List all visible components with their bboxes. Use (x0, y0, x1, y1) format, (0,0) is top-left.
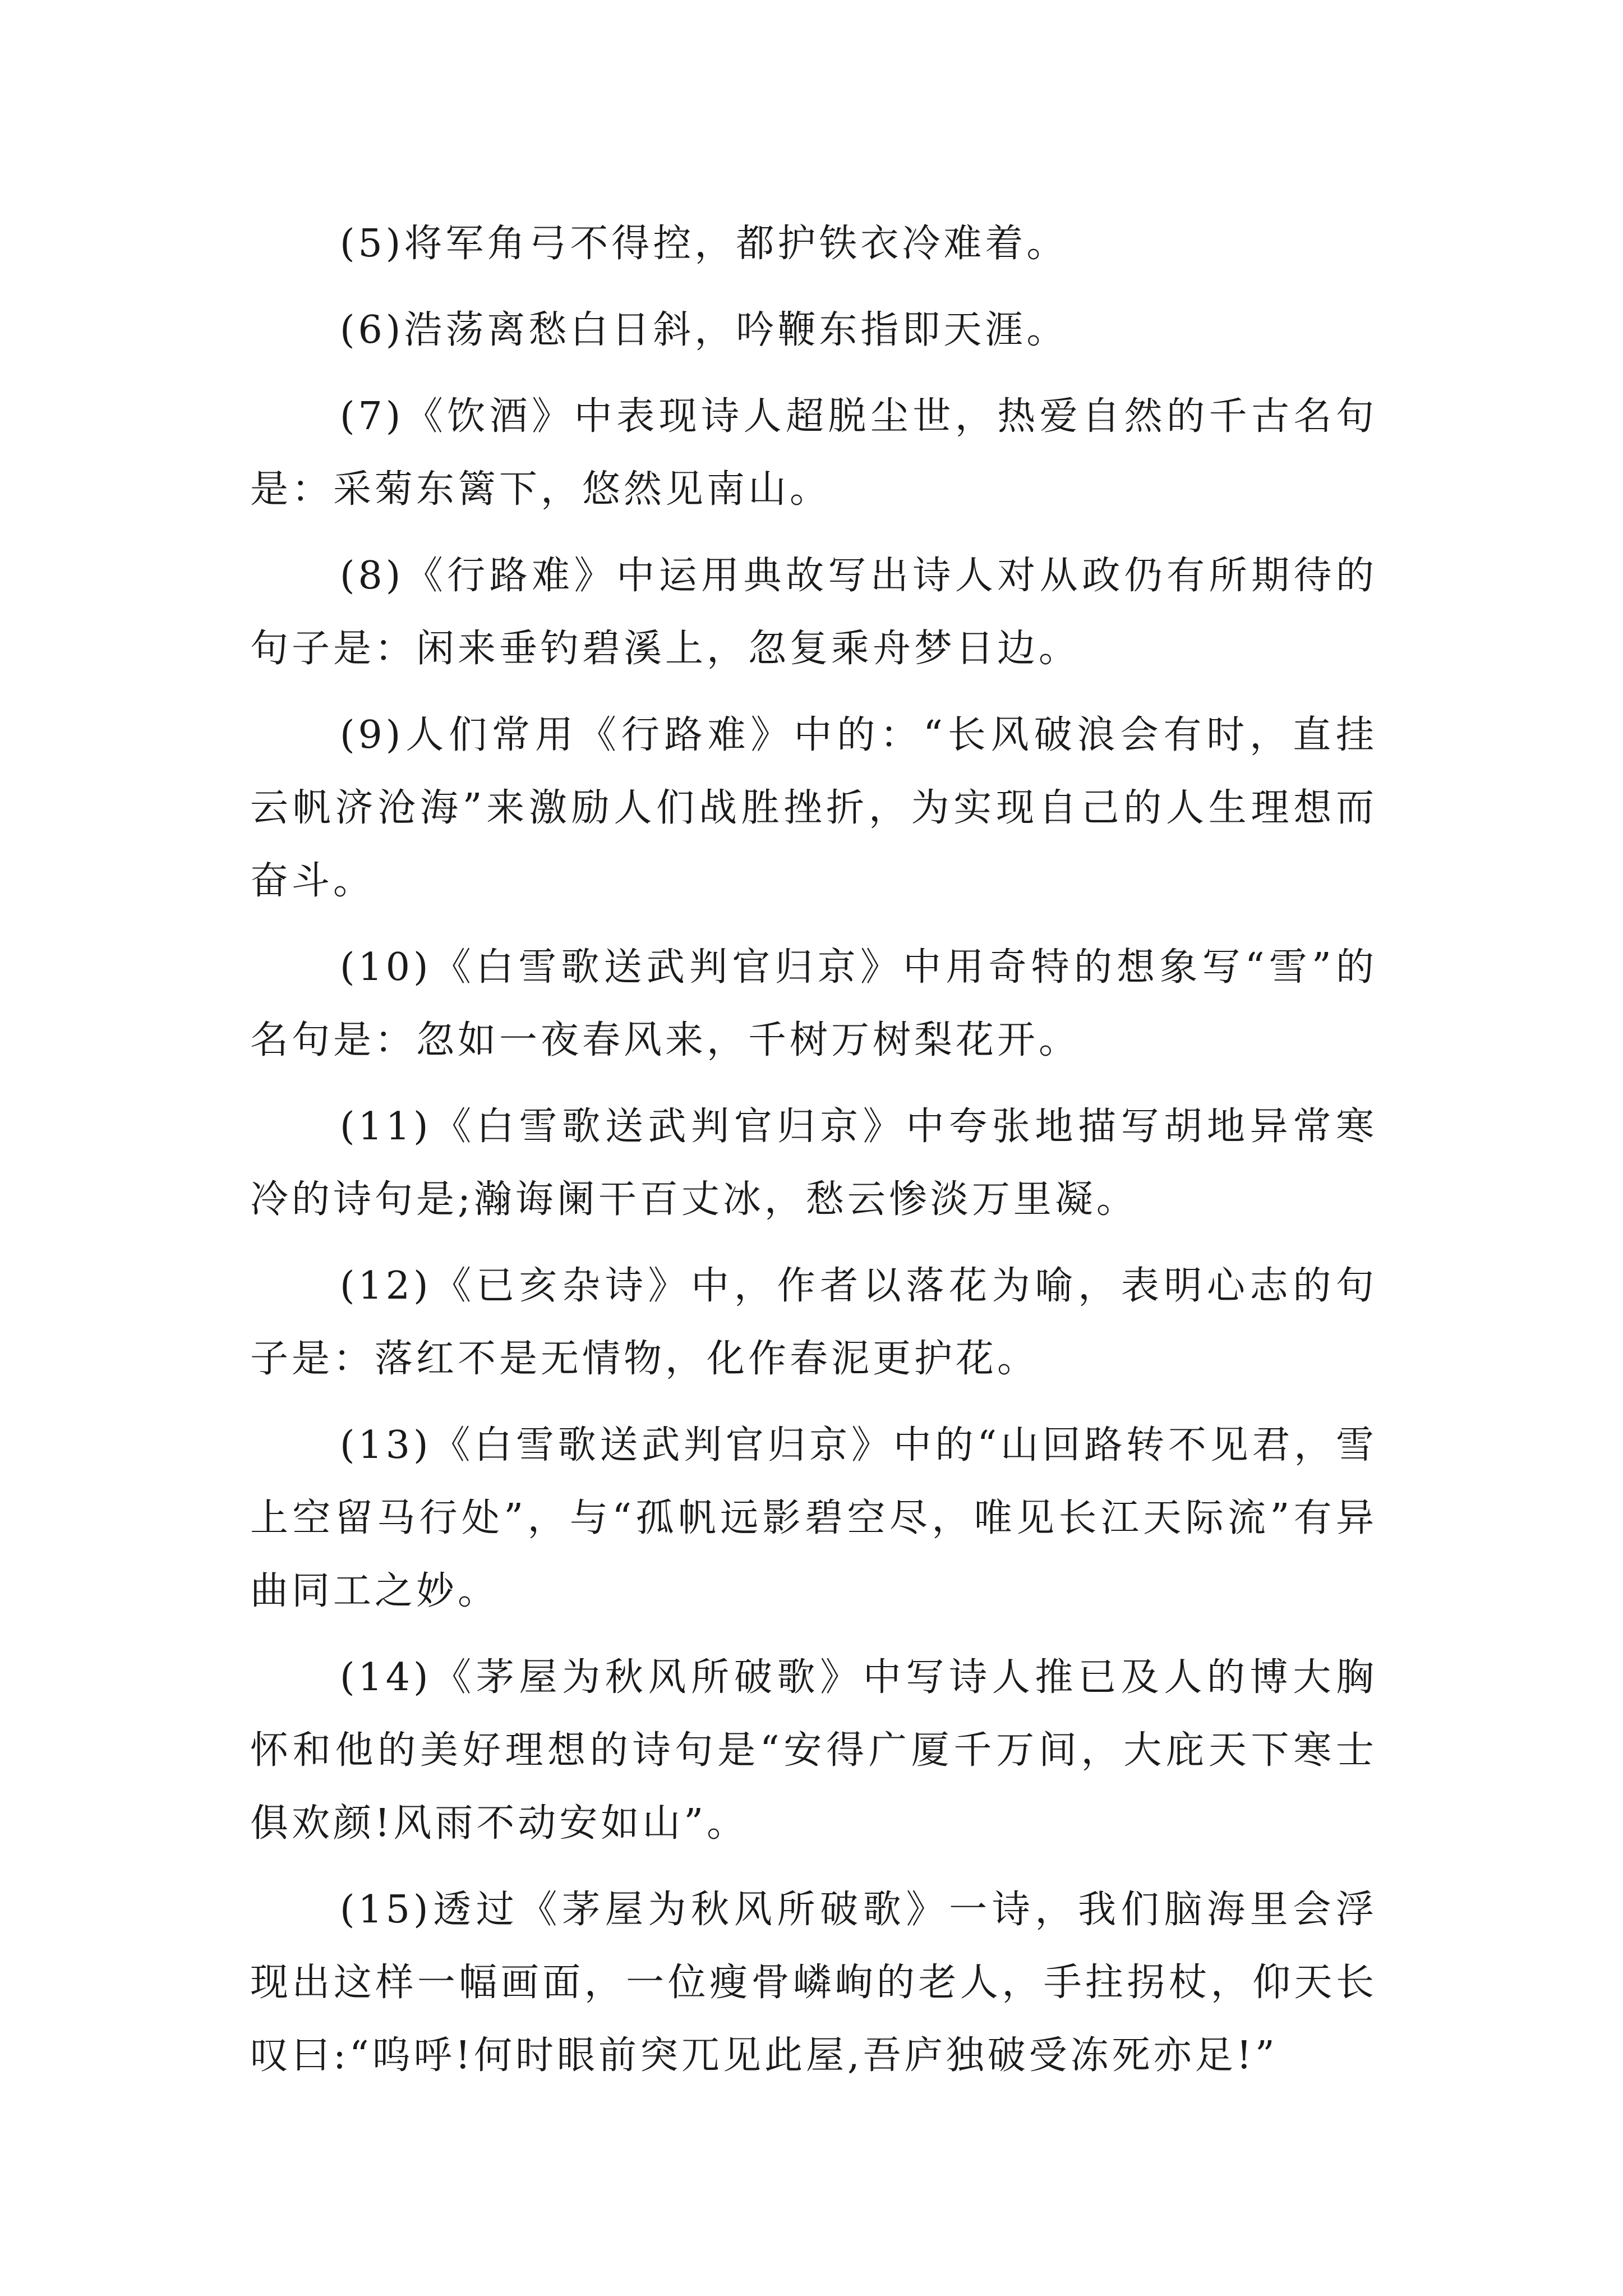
paragraph-11: (11)《白雪歌送武判官归京》中夸张地描写胡地异常寒冷的诗句是;瀚诲阑干百丈冰，愁云惨淡万里凝。 (250, 1105, 1377, 1222)
paragraph-5: (5)将军角弓不得控，都护铁衣冷难着。 (340, 222, 1068, 266)
paragraph-15: (15)透过《茅屋为秋风所破歌》一诗，我们脑海里会浮现出这样一幅画面，一位瘦骨嶙峋的老人，手拄拐杖，仰天长叹曰:“呜呼!何时眼前突兀见此屋,吾庐独破受冻死亦足!” (250, 1888, 1377, 2078)
paragraph-14: (14)《茅屋为秋风所破歌》中写诗人推已及人的博大胸怀和他的美好理想的诗句是“安得广厦千万间，大庇天下寒士俱欢颜!风雨不动安如山”。 (250, 1655, 1377, 1846)
paragraph-8: (8)《行路难》中运用典故写出诗人对从政仍有所期待的句子是：闲来垂钓碧溪上，忽复乘舟梦日边。 (250, 554, 1377, 671)
paragraph-6: (6)浩荡离愁白日斜，吟鞭东指即天涯。 (340, 308, 1068, 352)
paragraph-9: (9)人们常用《行路难》中的：“长风破浪会有时，直挂云帆济沧海”来激励人们战胜挫折，为实现自己的人生理想而奋斗。 (250, 713, 1377, 903)
paragraph-10: (10)《白雪歌送武判官归京》中用奇特的想象写“雪”的名句是：忽如一夜春风来，千树万树梨花开。 (250, 945, 1377, 1062)
paragraph-12: (12)《已亥杂诗》中，作者以落花为喻，表明心志的句子是：落红不是无情物，化作春泥更护花。 (250, 1264, 1377, 1381)
paragraph-13: (13)《白雪歌送武判官归京》中的“山回路转不见君，雪上空留马行处”，与“孤帆远影碧空尽，唯见长江天际流”有异曲同工之妙。 (250, 1423, 1377, 1613)
paragraph-7: (7)《饮酒》中表现诗人超脱尘世，热爱自然的千古名句是：采菊东篱下，悠然见南山。 (250, 394, 1377, 512)
document-body (250, 208, 1377, 2106)
